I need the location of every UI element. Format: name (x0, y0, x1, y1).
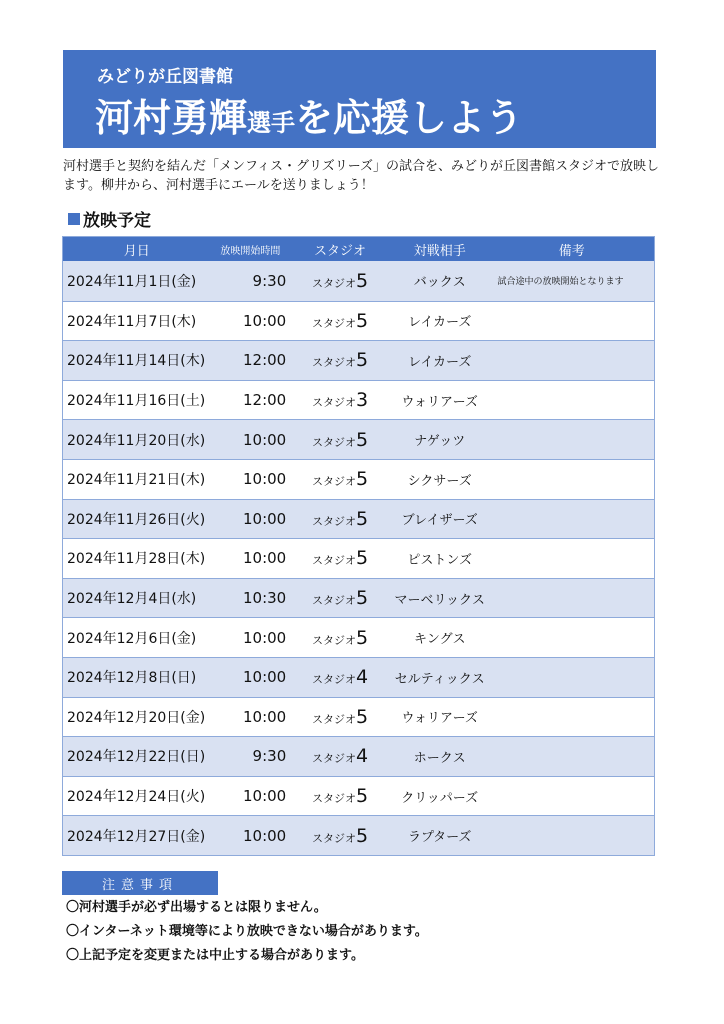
cell-date: 2024年11月14日(木) (67, 353, 206, 370)
cell-time: 9:30 (252, 271, 287, 290)
table-row (63, 261, 654, 301)
cell-studio (290, 389, 390, 411)
studio-prefix: スタジオ (312, 673, 357, 687)
cell-opponent: レイカーズ (408, 354, 472, 370)
cell-note: 試合途中の放映開始となります (497, 277, 624, 288)
note-item: 〇河村選手が必ず出場するとは限りません。 (66, 900, 327, 915)
cell-opponent: ピストンズ (407, 552, 473, 568)
cell-studio (290, 429, 390, 451)
cell-opponent: ラプターズ (407, 830, 472, 846)
studio-number: 5 (356, 269, 369, 292)
cell-time: 10:30 (243, 589, 287, 608)
studio-prefix: スタジオ (312, 712, 357, 726)
cell-studio (290, 666, 390, 688)
player-name: 河村勇輝 (95, 96, 248, 140)
table-row (63, 657, 654, 697)
table-row (63, 697, 654, 737)
cell-time: 10:00 (243, 707, 287, 726)
table-row (63, 499, 654, 539)
studio-number: 5 (356, 468, 369, 491)
cell-date: 2024年12月4日(水) (67, 591, 197, 608)
cell-opponent: マーベリックス (394, 592, 485, 608)
schedule-table (62, 236, 655, 856)
table-body (63, 261, 654, 855)
table-row (63, 419, 654, 459)
studio-number: 5 (356, 626, 369, 649)
cell-opponent: レイカーズ (408, 315, 472, 331)
studio-number: 4 (356, 666, 369, 689)
cell-opponent: ウォリアーズ (401, 394, 478, 410)
table-row (63, 776, 654, 816)
cell-studio (290, 785, 390, 807)
cell-opponent: キングス (413, 632, 466, 648)
cell-date: 2024年12月22日(日) (67, 749, 206, 766)
note-item: 〇インターネット環境等により放映できない場合があります。 (66, 924, 428, 939)
cell-studio (290, 627, 390, 649)
studio-prefix: スタジオ (312, 435, 357, 449)
studio-prefix: スタジオ (312, 514, 357, 528)
studio-number: 3 (356, 389, 369, 412)
studio-prefix: スタジオ (312, 831, 357, 845)
cell-time: 10:00 (243, 549, 287, 568)
table-row (63, 617, 654, 657)
notes-list (66, 898, 428, 970)
cell-studio (290, 310, 390, 332)
cell-date: 2024年12月20日(金) (67, 709, 206, 726)
studio-prefix: スタジオ (312, 792, 357, 806)
studio-prefix: スタジオ (312, 594, 357, 608)
cell-opponent: バックス (413, 275, 466, 291)
cell-date: 2024年12月27日(金) (67, 828, 206, 845)
table-row (63, 736, 654, 776)
square-bullet-icon (68, 213, 80, 225)
cell-opponent: ナゲッツ (414, 434, 466, 450)
section-title: 放映予定 (83, 211, 151, 231)
cell-studio (290, 745, 390, 767)
cell-studio (290, 547, 390, 569)
notes-label: 注意事項 (62, 871, 218, 895)
cell-time: 10:00 (243, 311, 287, 330)
cell-time: 9:30 (252, 747, 287, 766)
cell-date: 2024年12月6日(金) (67, 630, 197, 647)
title-small: 選手 (247, 109, 296, 137)
studio-prefix: スタジオ (312, 356, 357, 370)
cell-date: 2024年11月7日(木) (67, 313, 197, 330)
header-time: 放映開始時間 (220, 245, 281, 257)
studio-number: 5 (356, 547, 369, 570)
library-name: みどりが丘図書館 (97, 67, 233, 87)
cell-time: 10:00 (243, 470, 287, 489)
cell-time: 10:00 (243, 787, 287, 806)
section-heading (68, 206, 151, 231)
cell-studio (290, 587, 390, 609)
header-note: 備考 (558, 243, 585, 259)
cell-date: 2024年11月1日(金) (67, 273, 197, 290)
cell-studio (290, 270, 390, 292)
studio-number: 5 (356, 349, 369, 372)
studio-prefix: スタジオ (312, 475, 357, 489)
table-row (63, 340, 654, 380)
table-row (63, 538, 654, 578)
cell-date: 2024年11月28日(木) (67, 551, 206, 568)
cell-time: 10:00 (243, 509, 287, 528)
cell-time: 10:00 (243, 430, 287, 449)
studio-number: 5 (356, 705, 369, 728)
cell-opponent: ウォリアーズ (401, 711, 478, 727)
studio-prefix: スタジオ (312, 396, 357, 410)
cell-opponent: クリッパーズ (401, 790, 479, 806)
studio-number: 5 (356, 428, 369, 451)
cell-date: 2024年11月16日(土) (67, 393, 206, 410)
cell-date: 2024年11月20日(水) (67, 432, 206, 449)
cell-time: 10:00 (243, 668, 287, 687)
table-header (63, 237, 654, 261)
studio-number: 5 (356, 309, 369, 332)
cell-time: 12:00 (243, 391, 287, 410)
cell-time: 10:00 (243, 826, 287, 845)
cell-studio (290, 468, 390, 490)
cell-opponent: ホークス (413, 750, 466, 766)
table-row (63, 578, 654, 618)
cell-date: 2024年12月24日(火) (67, 789, 206, 806)
header-opponent: 対戦相手 (413, 243, 466, 259)
table-row (63, 815, 654, 855)
title-banner (63, 50, 656, 148)
header-studio: スタジオ (314, 243, 367, 259)
cell-studio (290, 706, 390, 728)
cell-opponent: シクサーズ (407, 473, 472, 489)
studio-number: 5 (356, 587, 369, 610)
table-row (63, 459, 654, 499)
note-item: 〇上記予定を変更または中止する場合があります。 (66, 948, 364, 963)
title-end: を応援しよう (295, 96, 524, 140)
cell-date: 2024年11月21日(木) (67, 472, 206, 489)
studio-number: 5 (356, 507, 369, 530)
studio-number: 5 (356, 785, 369, 808)
cell-opponent: セルティックス (394, 671, 485, 687)
cell-date: 2024年12月8日(日) (67, 670, 197, 687)
studio-prefix: スタジオ (312, 276, 357, 290)
header-date: 月日 (123, 243, 150, 259)
intro-text: 河村選手と契約を結んだ「メンフィス・グリズリーズ」の試合を、みどりが丘図書館スタジオで放映します。柳井から、河村選手にエールを送りましょう！ (63, 159, 660, 193)
studio-prefix: スタジオ (312, 316, 357, 330)
table-row (63, 380, 654, 420)
cell-date: 2024年11月26日(火) (67, 511, 206, 528)
cell-opponent: ブレイザーズ (401, 513, 478, 529)
page-title (95, 87, 523, 142)
cell-studio (290, 349, 390, 371)
cell-studio (290, 825, 390, 847)
studio-prefix: スタジオ (312, 633, 357, 647)
cell-time: 12:00 (243, 351, 287, 370)
studio-number: 4 (356, 745, 369, 768)
cell-time: 10:00 (243, 628, 287, 647)
table-row (63, 301, 654, 341)
studio-prefix: スタジオ (312, 752, 357, 766)
studio-prefix: スタジオ (312, 554, 357, 568)
cell-studio (290, 508, 390, 530)
studio-number: 5 (356, 824, 369, 847)
